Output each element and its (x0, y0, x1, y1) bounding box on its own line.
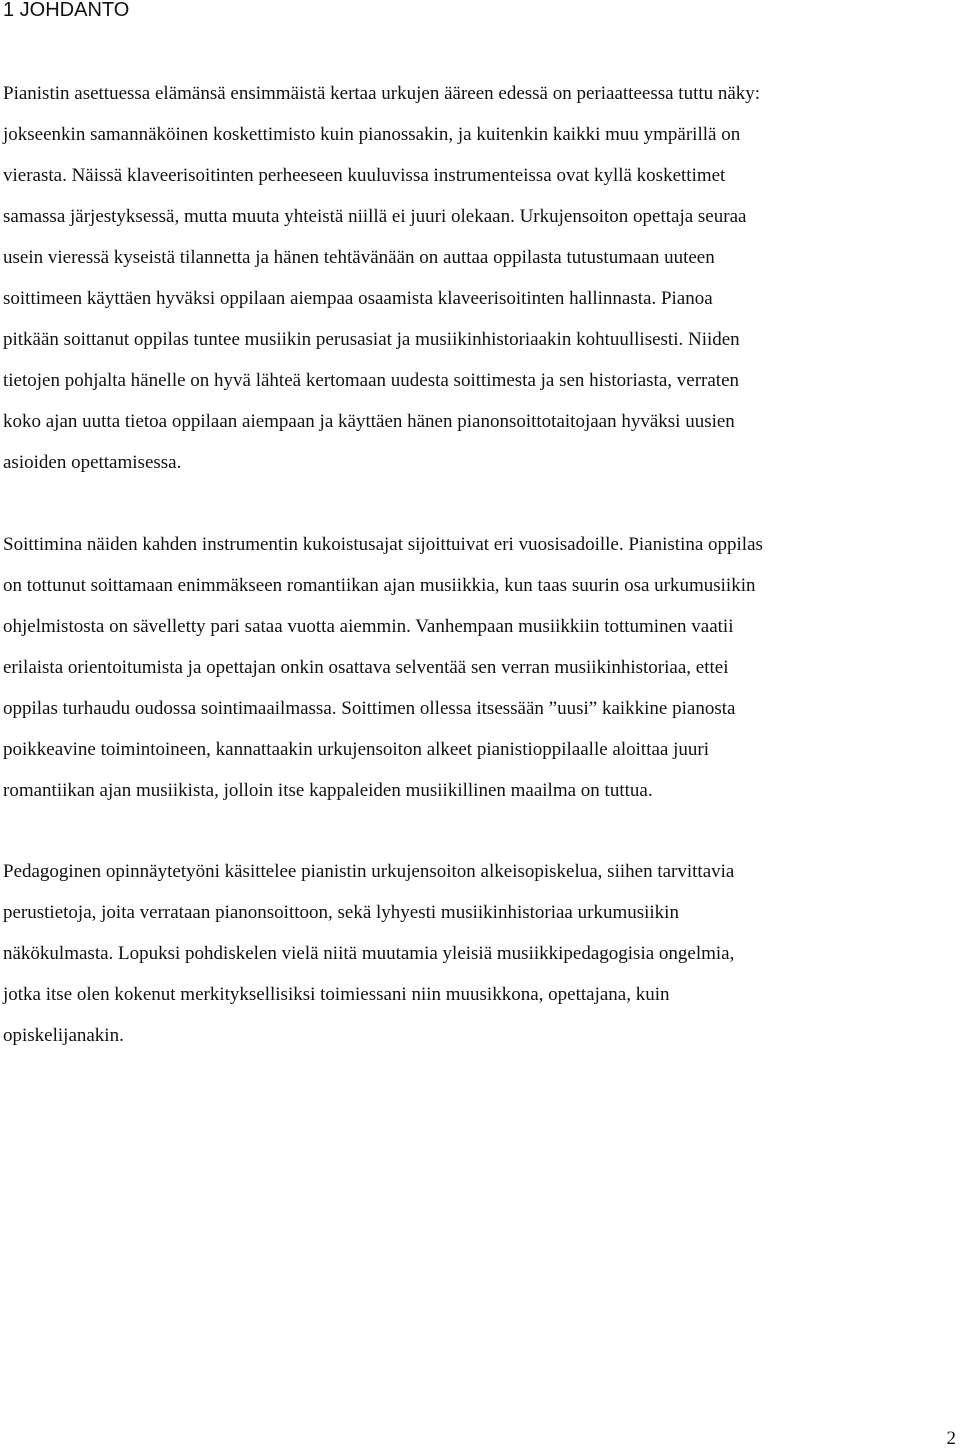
page-heading: 1 JOHDANTO (3, 0, 130, 21)
paragraph-1 (3, 73, 957, 483)
text-line: soittimeen käyttäen hyväksi oppilaan aiempaa osaamista klaveerisoitinten hallinnasta. Pianoa (3, 288, 713, 309)
text-line: Pianistin asettuessa elämänsä ensimmäistä kertaa urkujen ääreen edessä on periaatteessa tuttu näky: (3, 83, 761, 104)
text-line: perustietoja, joita verrataan pianonsoittoon, sekä lyhyesti musiikinhistoriaa urkumusiikin (3, 902, 679, 923)
text-line: usein vieressä kyseistä tilannetta ja hänen tehtävänään on auttaa oppilasta tutustumaan uuteen (3, 247, 715, 268)
text-line: oppilas turhaudu oudossa sointimaailmassa. Soittimen ollessa itsessään ”uusi” kaikkine pianosta (3, 698, 736, 719)
text-line: asioiden opettamisessa. (3, 452, 182, 473)
text-line: poikkeavine toimintoineen, kannattaakin urkujensoiton alkeet pianistioppilaalle aloittaa juuri (3, 739, 709, 760)
text-line: Pedagoginen opinnäytetyöni käsittelee pianistin urkujensoiton alkeisopiskelua, siihen tarvittavia (3, 861, 735, 882)
text-line: romantiikan ajan musiikista, jolloin itse kappaleiden musiikillinen maailma on tuttua. (3, 780, 653, 801)
text-line: tietojen pohjalta hänelle on hyvä lähteä kertomaan uudesta soittimesta ja sen historiasta, verraten (3, 370, 739, 391)
text-line: näkökulmasta. Lopuksi pohdiskelen vielä niitä muutamia yleisiä musiikkipedagogisia ongelmia, (3, 943, 735, 964)
text-line: ohjelmistosta on sävelletty pari sataa vuotta aiemmin. Vanhempaan musiikkiin tottuminen vaatii (3, 616, 734, 637)
text-line: samassa järjestyksessä, mutta muuta yhteistä niillä ei juuri olekaan. Urkujensoiton opettaja seuraa (3, 206, 747, 227)
text-line: jokseenkin samannäköinen koskettimisto kuin pianossakin, ja kuitenkin kaikki muu ympärillä on (3, 124, 741, 145)
paragraph-2 (3, 524, 957, 811)
text-line: koko ajan uutta tietoa oppilaan aiempaan ja käyttäen hänen pianonsoittotaitojaan hyväksi uusien (3, 411, 735, 432)
text-line: erilaista orientoitumista ja opettajan onkin osattava selventää sen verran musiikinhistoriaa, ettei (3, 657, 729, 678)
text-line: jotka itse olen kokenut merkityksellisiksi toimiessani niin muusikkona, opettajana, kuin (3, 984, 670, 1005)
text-line: opiskelijanakin. (3, 1025, 124, 1046)
text-line: Soittimina näiden kahden instrumentin kukoistusajat sijoittuivat eri vuosisadoille. Pianistina oppilas (3, 534, 763, 555)
text-line: pitkään soittanut oppilas tuntee musiikin perusasiat ja musiikinhistoriaakin kohtuullisesti. Niiden (3, 329, 740, 350)
page-number: 2 (946, 1428, 956, 1449)
paragraph-3 (3, 851, 957, 1056)
text-line: on tottunut soittamaan enimmäkseen romantiikan ajan musiikkia, kun taas suurin osa urkumusiikin (3, 575, 756, 596)
text-line: vierasta. Näissä klaveerisoitinten perheeseen kuuluvissa instrumenteissa ovat kyllä koskettimet (3, 165, 726, 186)
